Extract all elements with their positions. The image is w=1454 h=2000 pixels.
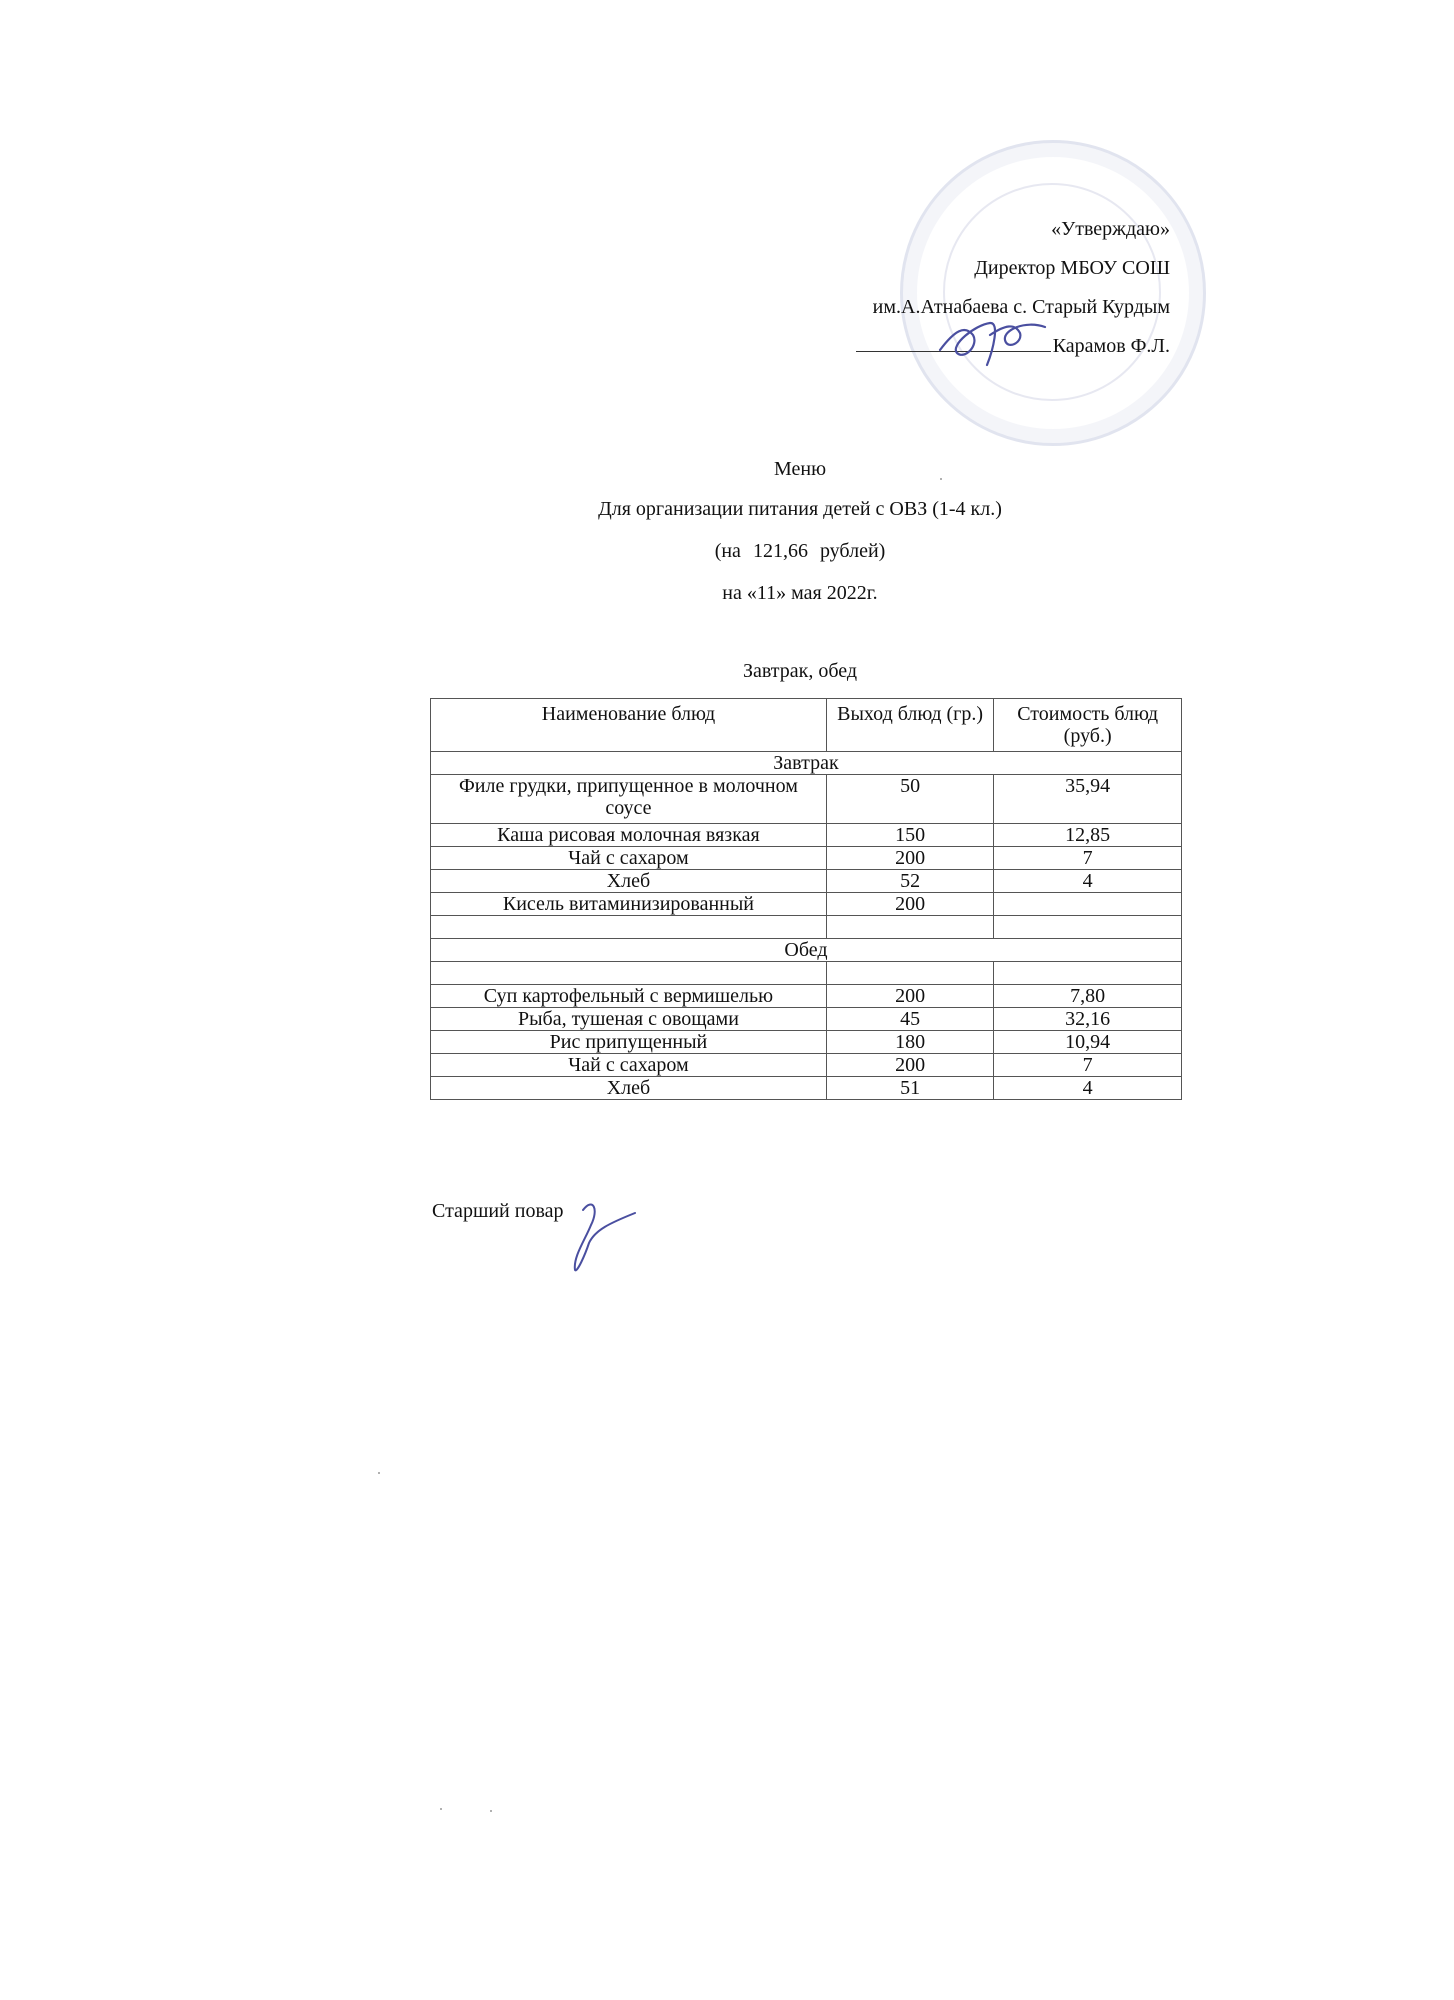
dish-name: Хлеб	[431, 1077, 827, 1100]
approval-heading: «Утверждаю»	[1051, 218, 1170, 240]
header-dish-name: Наименование блюд	[431, 699, 827, 752]
table-row	[431, 870, 1182, 893]
director-name: Карамов Ф.Л.	[1052, 335, 1170, 357]
cook-signature	[565, 1195, 640, 1275]
director-signature	[935, 305, 1050, 375]
table-row-empty	[431, 916, 1182, 939]
doc-purpose: Для организации питания детей с ОВЗ (1-4 кл.)	[598, 498, 1002, 520]
dish-name	[431, 916, 827, 939]
dish-name: Чай с сахаром	[431, 847, 827, 870]
price-close: рублей)	[819, 540, 886, 562]
scan-speck	[378, 1472, 380, 1474]
table-row	[431, 1031, 1182, 1054]
dish-name: Рис припущенный	[431, 1031, 827, 1054]
dish-portion: 200	[826, 893, 993, 916]
dish-portion: 50	[826, 775, 993, 824]
dish-cost: 4	[994, 1077, 1182, 1100]
dish-cost	[994, 893, 1182, 916]
dish-cost: 7	[994, 1054, 1182, 1077]
approval-school: им.А.Атнабаева с. Старый Курдым	[872, 296, 1170, 318]
dish-cost: 12,85	[994, 824, 1182, 847]
cook-label: Старший повар	[432, 1200, 564, 1222]
table-row	[431, 847, 1182, 870]
dish-cost: 4	[994, 870, 1182, 893]
table-row	[431, 1077, 1182, 1100]
table-row-empty	[431, 962, 1182, 985]
dish-portion	[826, 916, 993, 939]
meals-heading: Завтрак, обед	[742, 660, 858, 682]
section-row-breakfast	[431, 752, 1182, 775]
dish-portion: 150	[826, 824, 993, 847]
dish-portion: 200	[826, 1054, 993, 1077]
dish-portion: 45	[826, 1008, 993, 1031]
dish-cost: 7	[994, 847, 1182, 870]
dish-name	[431, 962, 827, 985]
table-row	[431, 775, 1182, 824]
price-open: (на	[714, 540, 741, 562]
dish-name: Рыба, тушеная с овощами	[431, 1008, 827, 1031]
menu-table	[430, 698, 1182, 1100]
dish-portion: 52	[826, 870, 993, 893]
table-row	[431, 985, 1182, 1008]
header-cost: Стоимость блюд (руб.)	[994, 699, 1182, 752]
doc-title: Меню	[773, 458, 827, 480]
dish-cost: 32,16	[994, 1008, 1182, 1031]
header-portion: Выход блюд (гр.)	[826, 699, 993, 752]
section-title: Завтрак	[431, 752, 1182, 775]
dish-portion	[826, 962, 993, 985]
section-row-lunch	[431, 939, 1182, 962]
table-row	[431, 893, 1182, 916]
price-value: 121,66	[752, 540, 808, 562]
dish-cost: 7,80	[994, 985, 1182, 1008]
table-row	[431, 824, 1182, 847]
dish-name: Чай с сахаром	[431, 1054, 827, 1077]
doc-date: на «11» мая 2022г.	[722, 582, 878, 604]
scan-speck	[940, 478, 942, 480]
dish-name: Хлеб	[431, 870, 827, 893]
table-header-row	[431, 699, 1182, 752]
scan-speck	[440, 1808, 442, 1810]
dish-cost: 10,94	[994, 1031, 1182, 1054]
dish-portion: 200	[826, 985, 993, 1008]
dish-portion: 180	[826, 1031, 993, 1054]
dish-portion: 200	[826, 847, 993, 870]
dish-name: Филе грудки, припущенное в молочном соусе	[431, 775, 827, 824]
dish-name: Кисель витаминизированный	[431, 893, 827, 916]
table-row	[431, 1054, 1182, 1077]
dish-name: Каша рисовая молочная вязкая	[431, 824, 827, 847]
doc-price	[330, 540, 1270, 563]
dish-cost	[994, 916, 1182, 939]
dish-cost	[994, 962, 1182, 985]
table-row	[431, 1008, 1182, 1031]
scan-speck	[490, 1810, 492, 1812]
dish-cost: 35,94	[994, 775, 1182, 824]
approval-position: Директор МБОУ СОШ	[974, 257, 1170, 279]
section-title: Обед	[431, 939, 1182, 962]
dish-name: Суп картофельный с вермишелью	[431, 985, 827, 1008]
dish-portion: 51	[826, 1077, 993, 1100]
